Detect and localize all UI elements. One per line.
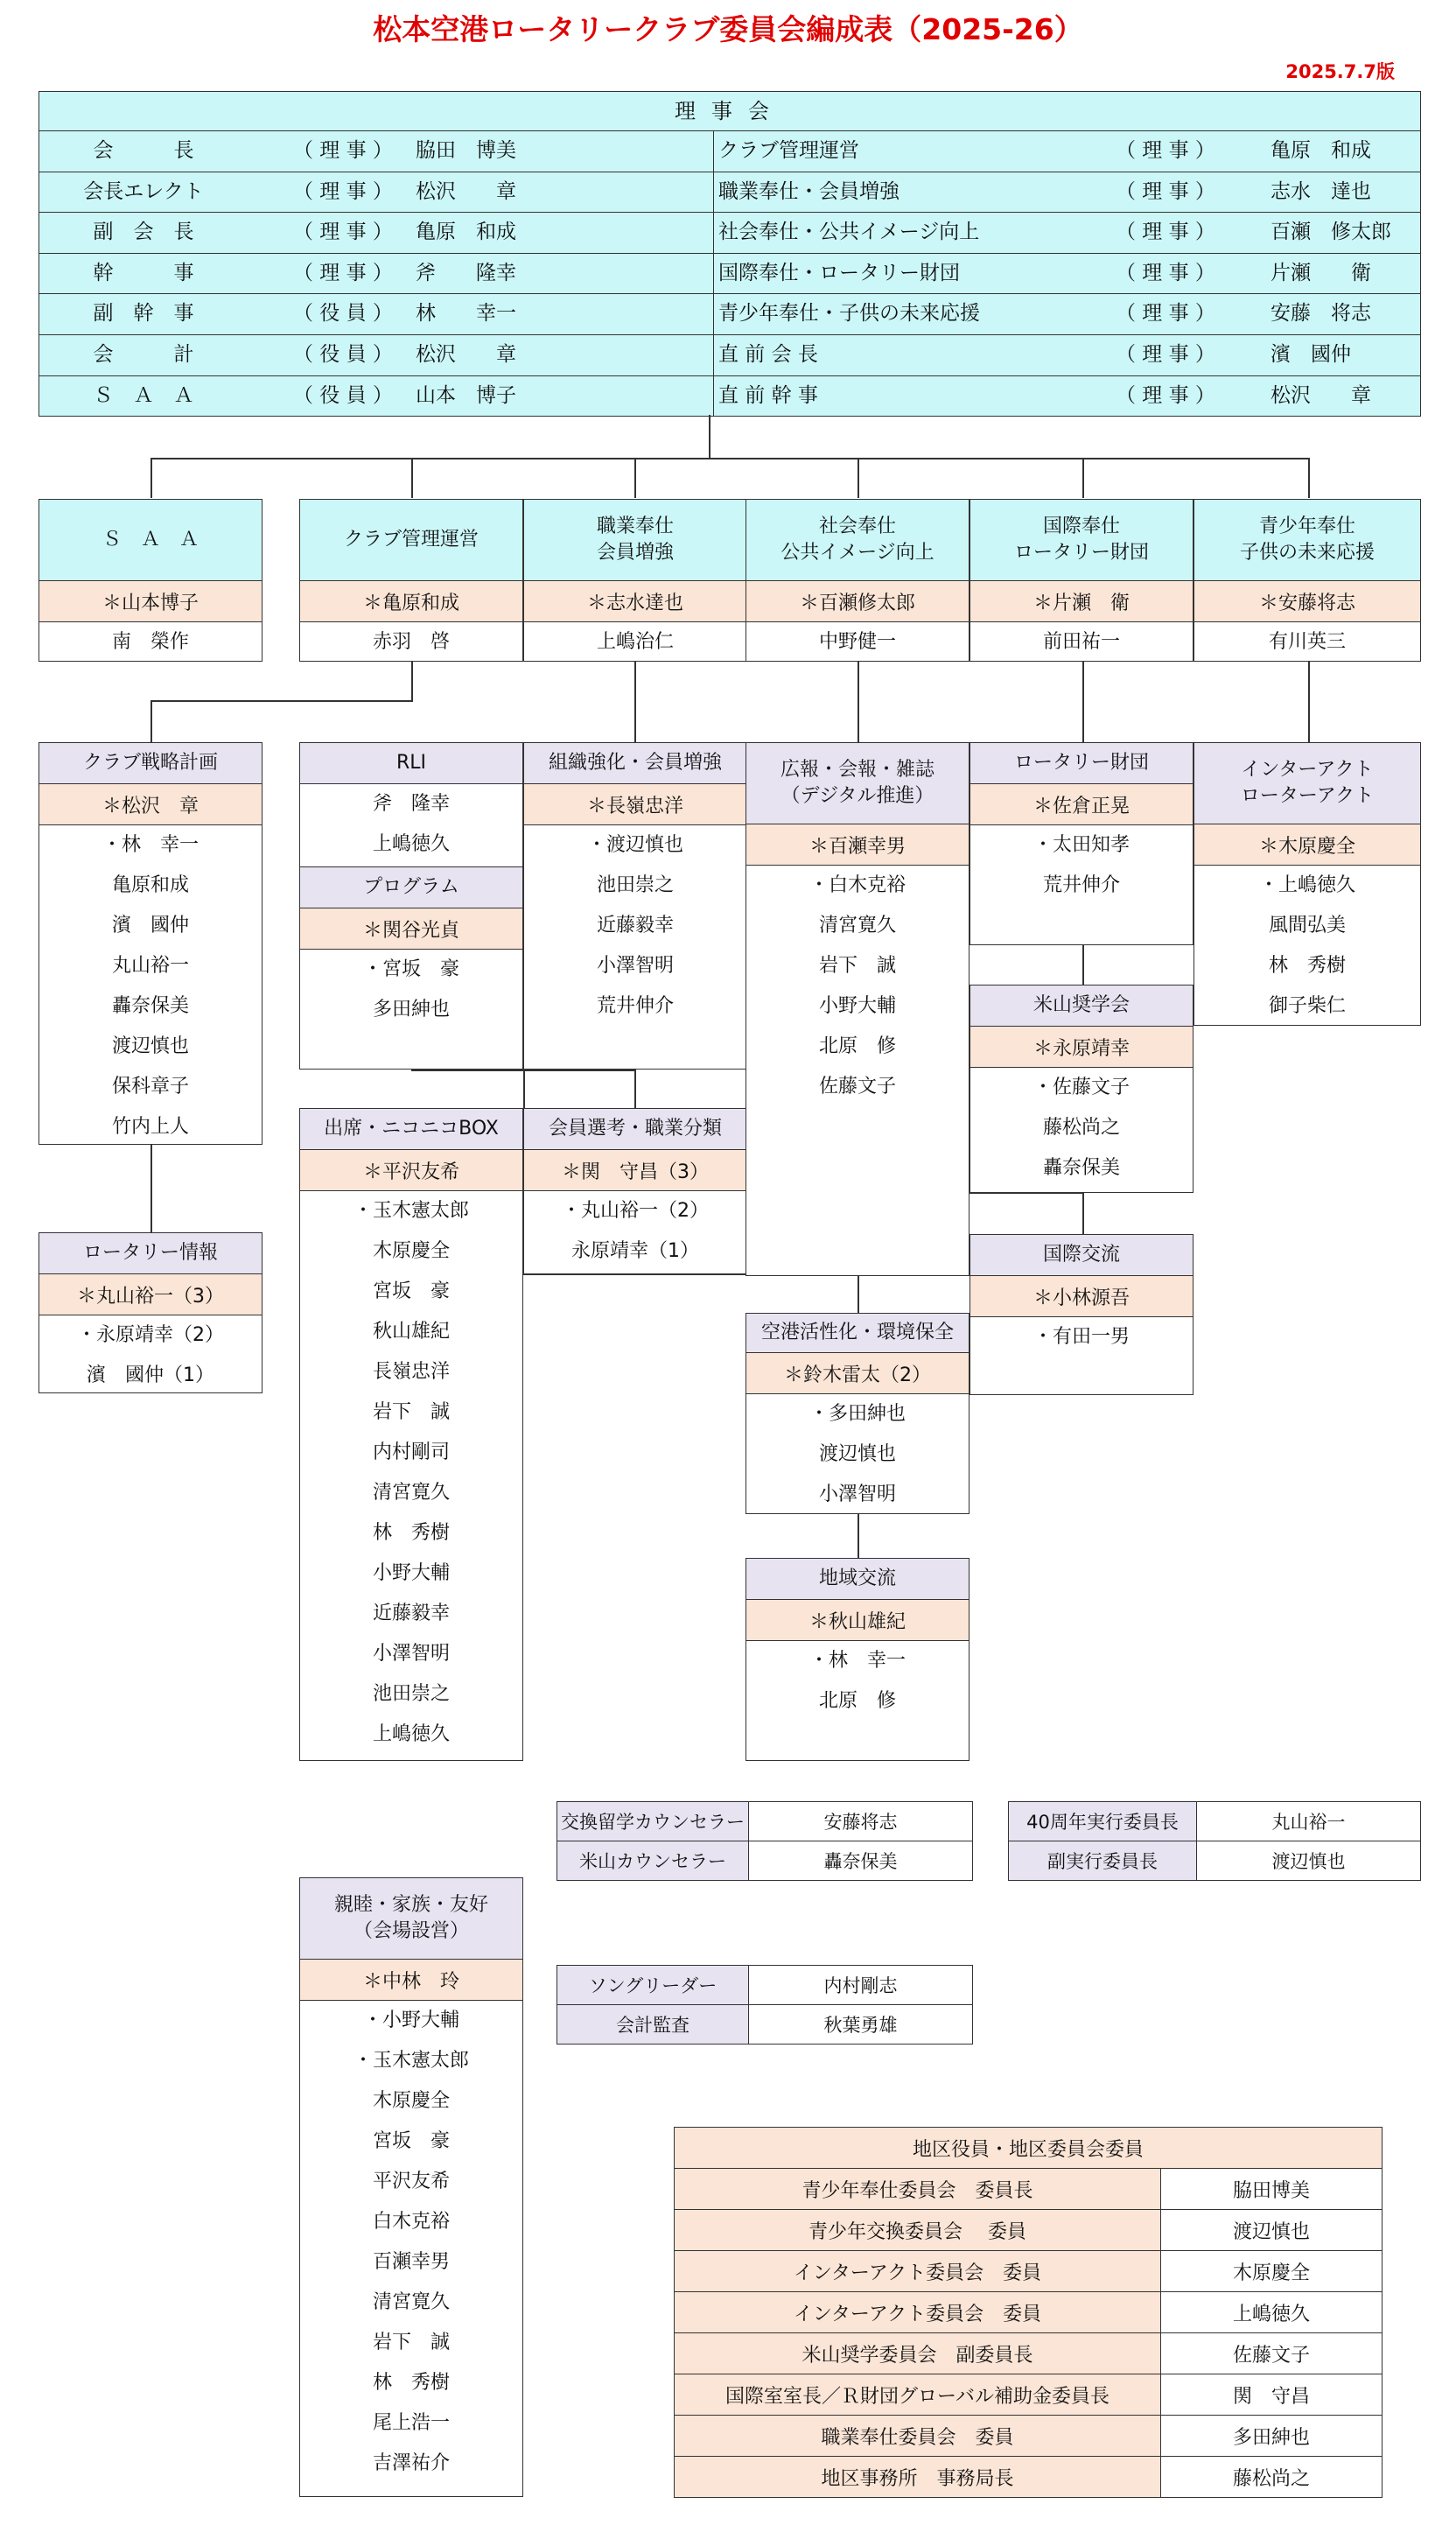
committee-box [1194, 742, 1421, 1026]
box-member: 平沢友希 [372, 2171, 450, 2192]
box-member: ・小野大輔 [362, 2009, 459, 2031]
box-title: 公共イメージ向上 [780, 542, 934, 564]
box-member: 佐藤文子 [818, 1076, 896, 1098]
box-title: ローターアクト [1240, 785, 1375, 807]
anniversary-row [1009, 1802, 1420, 1841]
box-title: 地域交流 [818, 1568, 896, 1590]
committee-box [970, 1234, 1194, 1395]
box-chair: ＊亀原和成 [300, 581, 522, 622]
box-member: 濱 國仲（1） [87, 1364, 214, 1386]
district-role: インターアクト委員会 委員 [675, 2292, 1161, 2332]
counselor-name: 轟奈保美 [823, 1851, 898, 1872]
board-role: 社会奉仕・公共イメージ向上 [718, 221, 980, 244]
committee-box [746, 1313, 970, 1514]
board-role: 副 幹 事 [93, 302, 194, 326]
box-title: 社会奉仕 [818, 516, 896, 538]
box-member: 林 秀樹 [372, 2372, 450, 2394]
department-box [299, 499, 523, 662]
box-title: 国際交流 [1042, 1244, 1120, 1266]
board-member-name: 山本 博子 [416, 383, 516, 407]
box-member: 荒井伸介 [596, 995, 674, 1017]
counselor-table [556, 1801, 973, 1881]
department-box [523, 499, 747, 662]
box-member: 上嶋徳久 [372, 1723, 450, 1745]
board-role: 幹 事 [93, 261, 194, 284]
committee-box [38, 1232, 262, 1393]
district-role: 青少年奉仕委員会 委員長 [675, 2169, 1161, 2209]
committee-box [746, 742, 970, 1276]
box-member: 宮坂 豪 [372, 1280, 450, 1302]
box-member: 近藤毅幸 [372, 1603, 450, 1624]
board-member-name: 林 幸一 [416, 302, 516, 326]
board-member-name: 亀原 和成 [1270, 139, 1371, 162]
board-role: 会 計 [93, 342, 194, 366]
board-row [39, 294, 1420, 335]
board-role: 直 前 会 長 [718, 342, 818, 366]
district-row [675, 2210, 1382, 2251]
counselor-name: 安藤将志 [823, 1812, 898, 1833]
board-status: （ 役 員 ） [293, 342, 393, 366]
box-title: 会員増強 [596, 542, 674, 564]
anniversary-name: 渡辺慎也 [1271, 1851, 1346, 1872]
box-member: 永原靖幸（1） [571, 1240, 699, 1262]
box-member: 御子柴仁 [1268, 995, 1346, 1017]
box-member: 吉澤祐介 [372, 2452, 450, 2474]
district-member-name: 脇田博美 [1232, 2179, 1310, 2202]
district-header: 地区役員・地区委員会委員 [675, 2128, 1382, 2169]
board-status: （ 理 事 ） [293, 139, 393, 162]
board-role: 直 前 幹 事 [718, 383, 818, 407]
district-member-name: 渡辺慎也 [1232, 2220, 1310, 2243]
box-chair: ＊木原慶全 [1194, 824, 1420, 866]
box-member: ・佐藤文子 [1032, 1077, 1130, 1098]
committee-box [299, 742, 523, 868]
box-member: 近藤毅幸 [596, 915, 674, 936]
box-member: 岩下 誠 [818, 955, 896, 977]
box-member: 清宮寛久 [372, 1482, 450, 1504]
others-label: 会計監査 [557, 2005, 749, 2044]
board-member-name: 斧 隆幸 [416, 261, 516, 284]
box-chair: ＊秋山雄紀 [746, 1600, 969, 1641]
board-role: 青少年奉仕・子供の未来応援 [718, 302, 980, 326]
anniversary-name: 丸山裕一 [1271, 1812, 1346, 1833]
board-member-name: 片瀬 衛 [1270, 261, 1371, 284]
box-chair: ＊百瀬修太郎 [746, 581, 969, 622]
box-title: 米山奨学会 [1032, 994, 1130, 1017]
board-table [38, 91, 1421, 417]
box-chair: ＊鈴木雷太（2） [746, 1353, 969, 1394]
others-name: 内村剛志 [823, 1975, 898, 1996]
box-title: （会場設営） [353, 1920, 469, 1942]
box-title: 親睦・家族・友好 [333, 1894, 488, 1917]
box-member: 藤松尚之 [1042, 1117, 1120, 1139]
district-member-name: 木原慶全 [1232, 2262, 1310, 2284]
committee-box [299, 1877, 523, 2497]
box-member: ・丸山裕一（2） [562, 1200, 709, 1222]
box-title: ロータリー財団 [1013, 542, 1149, 564]
box-member: 赤羽 啓 [372, 631, 450, 653]
box-chair: ＊山本博子 [39, 581, 262, 622]
box-member: 小澤智明 [372, 1643, 450, 1665]
board-status: （ 理 事 ） [293, 221, 393, 244]
box-member: 秋山雄紀 [372, 1321, 450, 1343]
counselor-label: 米山カウンセラー [557, 1841, 749, 1880]
anniversary-label: 40周年実行委員長 [1009, 1802, 1197, 1841]
box-chair: ＊安藤将志 [1194, 581, 1420, 622]
others-name: 秋葉勇雄 [823, 2015, 898, 2036]
board-status: （ 理 事 ） [1116, 302, 1215, 326]
box-member: 林 秀樹 [372, 1522, 450, 1544]
board-member-name: 百瀬 修太郎 [1270, 221, 1391, 244]
box-title: ロータリー財団 [1013, 752, 1149, 775]
committee-box [970, 985, 1194, 1193]
box-member: 竹内上人 [111, 1116, 189, 1138]
box-member: 前田祐一 [1042, 631, 1120, 653]
box-title: インターアクト [1241, 759, 1374, 782]
district-row [675, 2333, 1382, 2374]
department-box [38, 499, 262, 662]
board-row [39, 172, 1420, 214]
box-member: ・有田一男 [1032, 1326, 1130, 1348]
box-chair: ＊長嶺忠洋 [524, 784, 746, 825]
department-box [970, 499, 1194, 662]
board-member-name: 亀原 和成 [416, 221, 516, 244]
box-title: 組織強化・会員増強 [548, 752, 722, 775]
box-member: ・永原靖幸（2） [77, 1324, 224, 1346]
box-chair: ＊関 守昌（3） [524, 1150, 746, 1191]
committee-box [523, 1108, 747, 1274]
box-member: ・渡辺慎也 [586, 834, 683, 856]
board-status: （ 理 事 ） [1116, 261, 1215, 284]
others-row [557, 1966, 972, 2005]
box-member: ・上嶋徳久 [1258, 874, 1355, 896]
box-member: 轟奈保美 [1042, 1157, 1120, 1179]
others-label: ソングリーダー [557, 1966, 749, 2004]
anniversary-row [1009, 1841, 1420, 1880]
box-title: 職業奉仕 [596, 516, 674, 538]
district-table [674, 2127, 1382, 2498]
board-status: （ 理 事 ） [1116, 179, 1215, 203]
counselor-row [557, 1802, 972, 1841]
box-member: 丸山裕一 [111, 955, 189, 977]
box-member: 小澤智明 [818, 1483, 896, 1505]
box-member: 上嶋治仁 [596, 631, 674, 653]
board-header: 理事会 [39, 92, 1420, 131]
box-member: 保科章子 [111, 1076, 189, 1098]
box-title: 広報・会報・雑誌 [780, 759, 934, 782]
box-member: 尾上浩一 [372, 2412, 450, 2434]
box-member: 斧 隆幸 [372, 793, 450, 815]
box-member: 有川英三 [1268, 631, 1346, 653]
box-member: 中野健一 [818, 631, 896, 653]
box-chair: ＊佐倉正晃 [970, 784, 1193, 825]
anniversary-table [1008, 1801, 1421, 1881]
box-chair: ＊志水達也 [524, 581, 746, 622]
box-member: 岩下 誠 [372, 1401, 450, 1423]
board-role: 職業奉仕・会員増強 [718, 179, 900, 203]
district-role: 青少年交換委員会 委員 [675, 2210, 1161, 2250]
box-member: 清宮寛久 [818, 915, 896, 936]
box-title: 国際奉仕 [1042, 516, 1120, 538]
box-title: ロータリー情報 [82, 1242, 218, 1265]
box-title: クラブ戦略計画 [82, 752, 218, 775]
counselor-label: 交換留学カウンセラー [557, 1802, 749, 1841]
board-row [39, 131, 1420, 172]
box-chair: ＊平沢友希 [300, 1150, 522, 1191]
board-status: （ 理 事 ） [1116, 342, 1215, 366]
box-member: 小野大輔 [818, 995, 896, 1017]
box-member: 渡辺慎也 [111, 1035, 189, 1057]
box-title: （デジタル推進） [780, 785, 934, 807]
district-role: インターアクト委員会 委員 [675, 2251, 1161, 2291]
others-row [557, 2005, 972, 2044]
department-box [1194, 499, 1421, 662]
committee-box [299, 1108, 523, 1761]
district-member-name: 多田紳也 [1232, 2426, 1310, 2449]
box-member: 木原慶全 [372, 2090, 450, 2112]
department-box [746, 499, 970, 662]
box-title: 空港活性化・環境保全 [760, 1322, 954, 1344]
district-member-name: 藤松尚之 [1232, 2467, 1310, 2490]
board-status: （ 理 事 ） [1116, 383, 1215, 407]
box-member: 宮坂 豪 [372, 2130, 450, 2152]
box-title: クラブ管理運営 [343, 529, 479, 551]
anniversary-label: 副実行委員長 [1009, 1841, 1197, 1880]
box-title: RLI [396, 752, 427, 775]
box-member: 南 榮作 [111, 631, 189, 653]
board-member-name: 安藤 将志 [1270, 302, 1371, 326]
box-member: ・林 幸一 [102, 834, 199, 856]
box-title: 青少年奉仕 [1258, 516, 1355, 538]
box-chair: ＊片瀬 衛 [970, 581, 1193, 622]
box-member: ・玉木憲太郎 [353, 2050, 469, 2072]
box-member: ・白木克裕 [808, 874, 906, 896]
box-member: 百瀬幸男 [372, 2251, 450, 2273]
board-role: 国際奉仕・ロータリー財団 [718, 261, 960, 284]
box-member: 小野大輔 [372, 1562, 450, 1584]
district-member-name: 関 守昌 [1232, 2385, 1310, 2408]
board-role: 会 長 [93, 139, 194, 162]
board-row [39, 213, 1420, 254]
box-title: プログラム [363, 876, 459, 899]
box-chair: ＊百瀬幸男 [746, 824, 969, 866]
board-status: （ 役 員 ） [293, 302, 393, 326]
board-member-name: 脇田 博美 [416, 139, 516, 162]
box-title: 出席・ニコニコBOX [324, 1118, 499, 1140]
board-status: （ 理 事 ） [293, 179, 393, 203]
board-role: 副 会 長 [93, 221, 194, 244]
box-member: 清宮寛久 [372, 2291, 450, 2313]
board-role: 会長エレクト [83, 179, 204, 203]
board-role: クラブ管理運営 [718, 139, 859, 162]
box-member: 木原慶全 [372, 1240, 450, 1262]
district-row [675, 2457, 1382, 2497]
box-chair: ＊中林 玲 [300, 1960, 522, 2001]
board-status: （ 理 事 ） [1116, 139, 1215, 162]
box-member: 北原 修 [818, 1690, 896, 1712]
box-member: 池田崇之 [596, 874, 674, 896]
district-row [675, 2169, 1382, 2210]
others-table [556, 1965, 973, 2045]
box-member: 小澤智明 [596, 955, 674, 977]
box-member: 内村剛司 [372, 1441, 450, 1463]
box-member: 濱 國仲 [111, 915, 189, 936]
version-label: 2025.7.7版 [1285, 61, 1395, 82]
committee-box [746, 1558, 970, 1761]
district-member-name: 上嶋徳久 [1232, 2303, 1310, 2325]
box-title: Ｓ Ａ Ａ [102, 529, 199, 551]
box-member: 亀原和成 [111, 874, 189, 896]
district-row [675, 2292, 1382, 2333]
district-role: 職業奉仕委員会 委員 [675, 2416, 1161, 2456]
box-member: 上嶋徳久 [372, 833, 450, 855]
box-member: 岩下 誠 [372, 2332, 450, 2353]
board-row [39, 254, 1420, 295]
box-member: 長嶺忠洋 [372, 1361, 450, 1383]
district-member-name: 佐藤文子 [1232, 2344, 1310, 2367]
board-status: （ 役 員 ） [293, 383, 393, 407]
box-chair: ＊永原靖幸 [970, 1027, 1193, 1068]
committee-box [523, 742, 747, 1070]
box-chair: ＊関谷光貞 [300, 908, 522, 950]
board-status: （ 理 事 ） [1116, 221, 1215, 244]
box-member: ・林 幸一 [808, 1650, 906, 1672]
district-row [675, 2416, 1382, 2457]
committee-box [38, 742, 262, 1145]
board-member-name: 松沢 章 [1270, 383, 1371, 407]
box-member: 荒井伸介 [1042, 874, 1120, 896]
district-role: 国際室室長／Ｒ財団グローバル補助金委員長 [675, 2374, 1161, 2415]
box-member: 林 秀樹 [1268, 955, 1346, 977]
committee-box [970, 742, 1194, 945]
board-member-name: 松沢 章 [416, 342, 516, 366]
box-chair: ＊丸山裕一（3） [39, 1274, 262, 1315]
box-member: 風間弘美 [1268, 915, 1346, 936]
box-member: 白木克裕 [372, 2211, 450, 2233]
board-role: Ｓ Ａ Ａ [93, 383, 194, 407]
counselor-row [557, 1841, 972, 1880]
board-status: （ 理 事 ） [293, 261, 393, 284]
district-role: 地区事務所 事務局長 [675, 2457, 1161, 2497]
box-title: 子供の未来応援 [1239, 542, 1375, 564]
box-member: ・宮坂 豪 [362, 958, 459, 980]
box-member: ・太田知孝 [1032, 834, 1130, 856]
district-row [675, 2374, 1382, 2416]
box-member: 多田紳也 [372, 999, 450, 1021]
district-role: 米山奨学委員会 副委員長 [675, 2333, 1161, 2374]
board-member-name: 濱 國仲 [1270, 342, 1351, 366]
page-title: 松本空港ロータリークラブ委員会編成表（2025-26） [373, 12, 1083, 46]
box-member: 轟奈保美 [111, 995, 189, 1017]
board-member-name: 志水 達也 [1270, 179, 1371, 203]
box-title: 会員選考・職業分類 [548, 1118, 722, 1140]
box-member: ・玉木憲太郎 [353, 1200, 469, 1222]
committee-box [299, 866, 523, 1070]
box-member: 北原 修 [818, 1035, 896, 1057]
box-member: 渡辺慎也 [818, 1443, 896, 1465]
district-row [675, 2251, 1382, 2292]
board-member-name: 松沢 章 [416, 179, 516, 203]
box-chair: ＊松沢 章 [39, 784, 262, 825]
board-row [39, 376, 1420, 417]
box-member: ・多田紳也 [808, 1403, 906, 1425]
box-chair: ＊小林源吾 [970, 1276, 1193, 1317]
board-row [39, 335, 1420, 376]
box-member: 池田崇之 [372, 1683, 450, 1705]
